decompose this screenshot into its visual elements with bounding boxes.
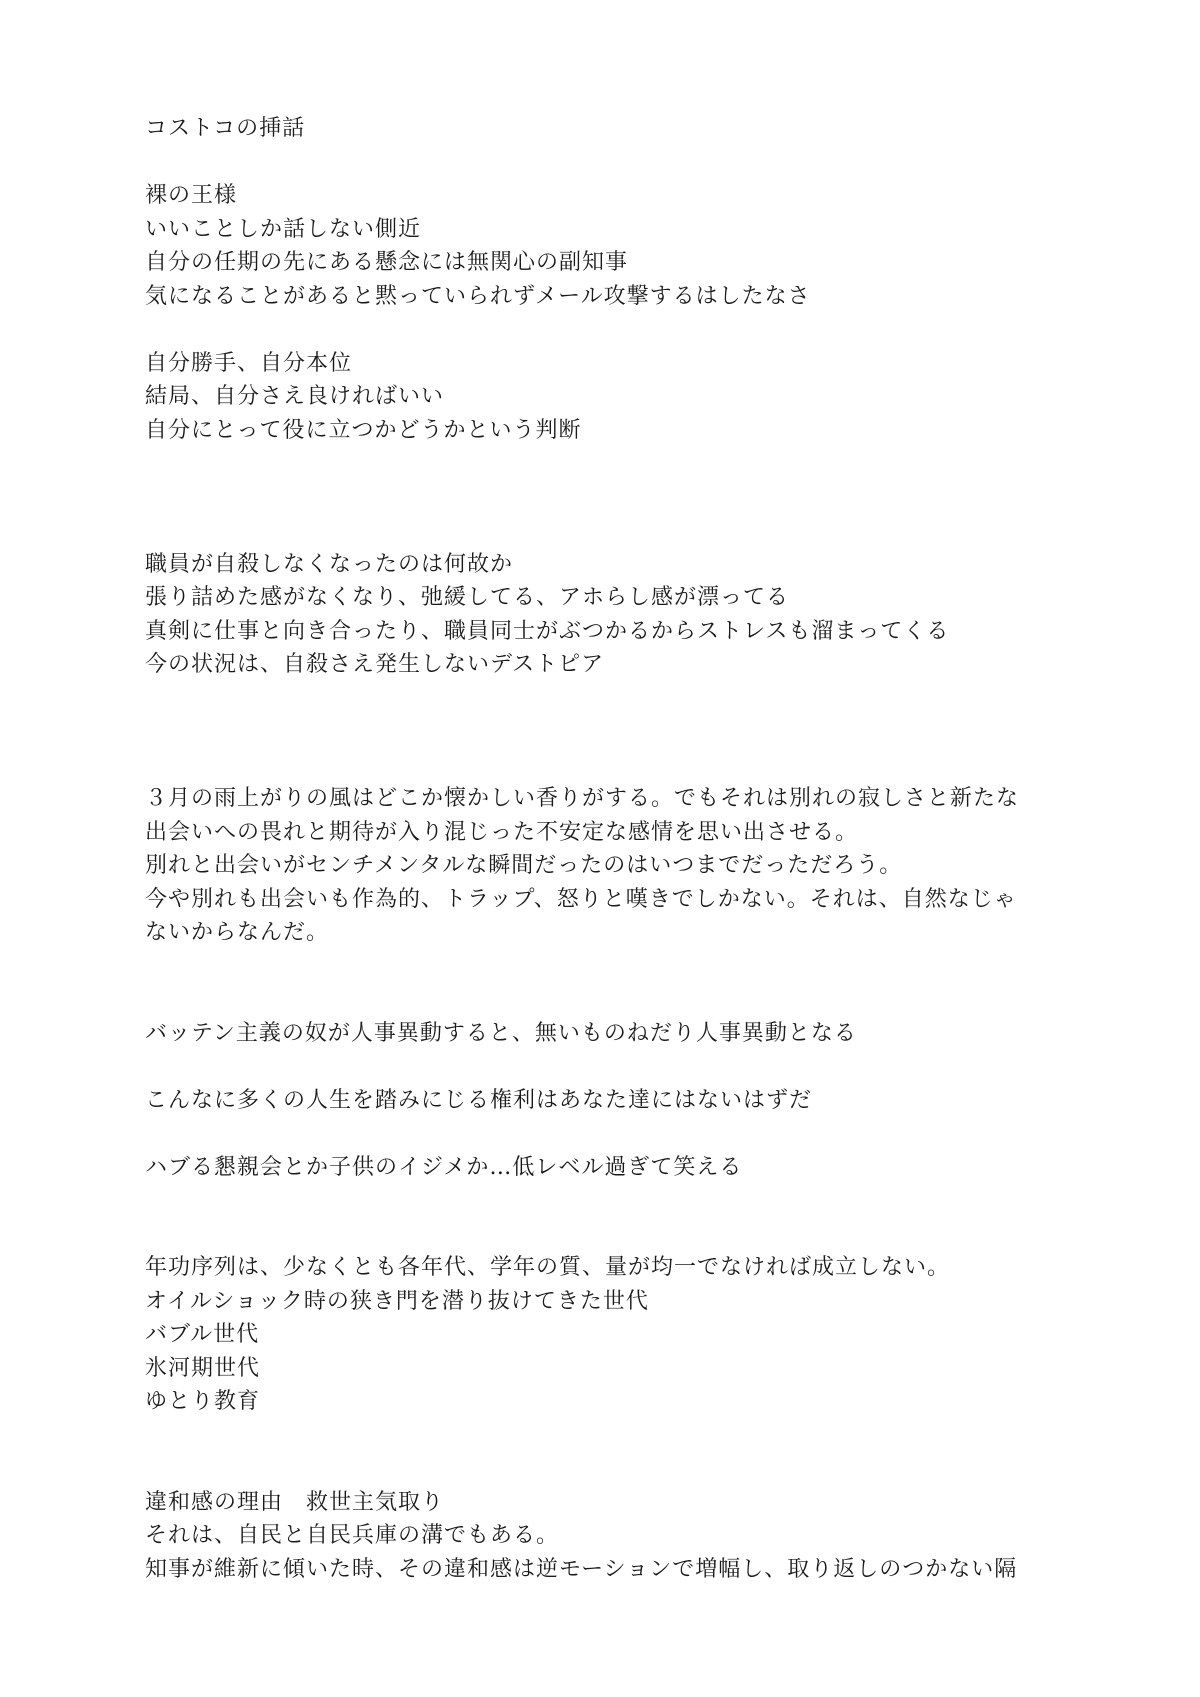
text-line: 気になることがあると黙っていられずメール攻撃するはしたなさ — [145, 283, 811, 309]
section-march-wind — [145, 782, 1075, 950]
text-line: 自分にとって役に立つかどうかという判断 — [145, 417, 582, 443]
text-line: ゆとり教育 — [145, 1389, 261, 1414]
text-line: 自分の任期の先にある懸念には無関心の副知事 — [145, 250, 629, 275]
section-selfish — [145, 347, 1075, 448]
section-seniority — [145, 1251, 1075, 1419]
text-line: オイルショック時の狭き門を潜り抜けてきた世代 — [145, 1288, 649, 1314]
section-naked-king — [145, 179, 1075, 313]
section-rights — [145, 1084, 1075, 1118]
document-body — [145, 112, 1075, 1586]
section-party — [145, 1151, 1075, 1185]
text-line: 職員が自殺しなくなったのは何故か — [145, 551, 514, 577]
text-line: 結局、自分さえ良ければいい — [145, 384, 445, 409]
text-line: それは、自民と自民兵庫の溝でもある。 — [145, 1523, 560, 1548]
text-line: 張り詰めた感がなくなり、弛緩してる、アホらし感が漂ってる — [145, 585, 790, 610]
text-line: 違和感の理由 救世主気取り — [145, 1489, 445, 1515]
text-line: 年功序列は、少なくとも各年代、学年の質、量が均一でなければ成立しない。 — [145, 1255, 951, 1280]
text-line: バブル世代 — [145, 1322, 260, 1347]
section-discomfort — [145, 1486, 1075, 1587]
text-line: 今の状況は、自殺さえ発生しないデストピア — [145, 652, 605, 677]
text-line: こんなに多くの人生を踏みにじる権利はあなた達にはないはずだ — [145, 1087, 813, 1113]
text-line: 別れと出会いがセンチメンタルな瞬間だったのはいつまでだっただろう。 — [145, 853, 903, 878]
text-line: ないからなんだ。 — [145, 920, 330, 945]
text-line: 出会いへの畏れと期待が入り混じった不安定な感情を思い出させる。 — [145, 819, 859, 845]
text-line: 今や別れも出会いも作為的、トラップ、怒りと嘆きでしかない。それは、自然なじゃ — [145, 886, 1017, 912]
section-staff — [145, 548, 1075, 682]
text-line: 真剣に仕事と向き合ったり、職員同士がぶつかるからストレスも溜まってくる — [145, 618, 950, 644]
section-title — [145, 112, 1075, 146]
text-line: いいことしか話しない側近 — [145, 216, 422, 242]
text-line: 裸の王様 — [145, 183, 238, 208]
text-line: ３月の雨上がりの風はどこか懐かしい香りがする。でもそれは別れの寂しさと新たな — [145, 786, 1020, 811]
text-line: 氷河期世代 — [145, 1355, 261, 1381]
document-title: コストコの挿話 — [145, 116, 306, 141]
text-line: 自分勝手、自分本位 — [145, 350, 353, 376]
text-line: バッテン主義の奴が人事異動すると、無いものねだり人事異動となる — [145, 1020, 857, 1046]
text-line: ハブる懇親会とか子供のイジメか…低レベル過ぎて笑える — [145, 1154, 743, 1180]
section-personnel — [145, 1017, 1075, 1051]
text-line: 知事が維新に傾いた時、その違和感は逆モーションで増幅し、取り返しのつかない隔 — [145, 1556, 1018, 1582]
